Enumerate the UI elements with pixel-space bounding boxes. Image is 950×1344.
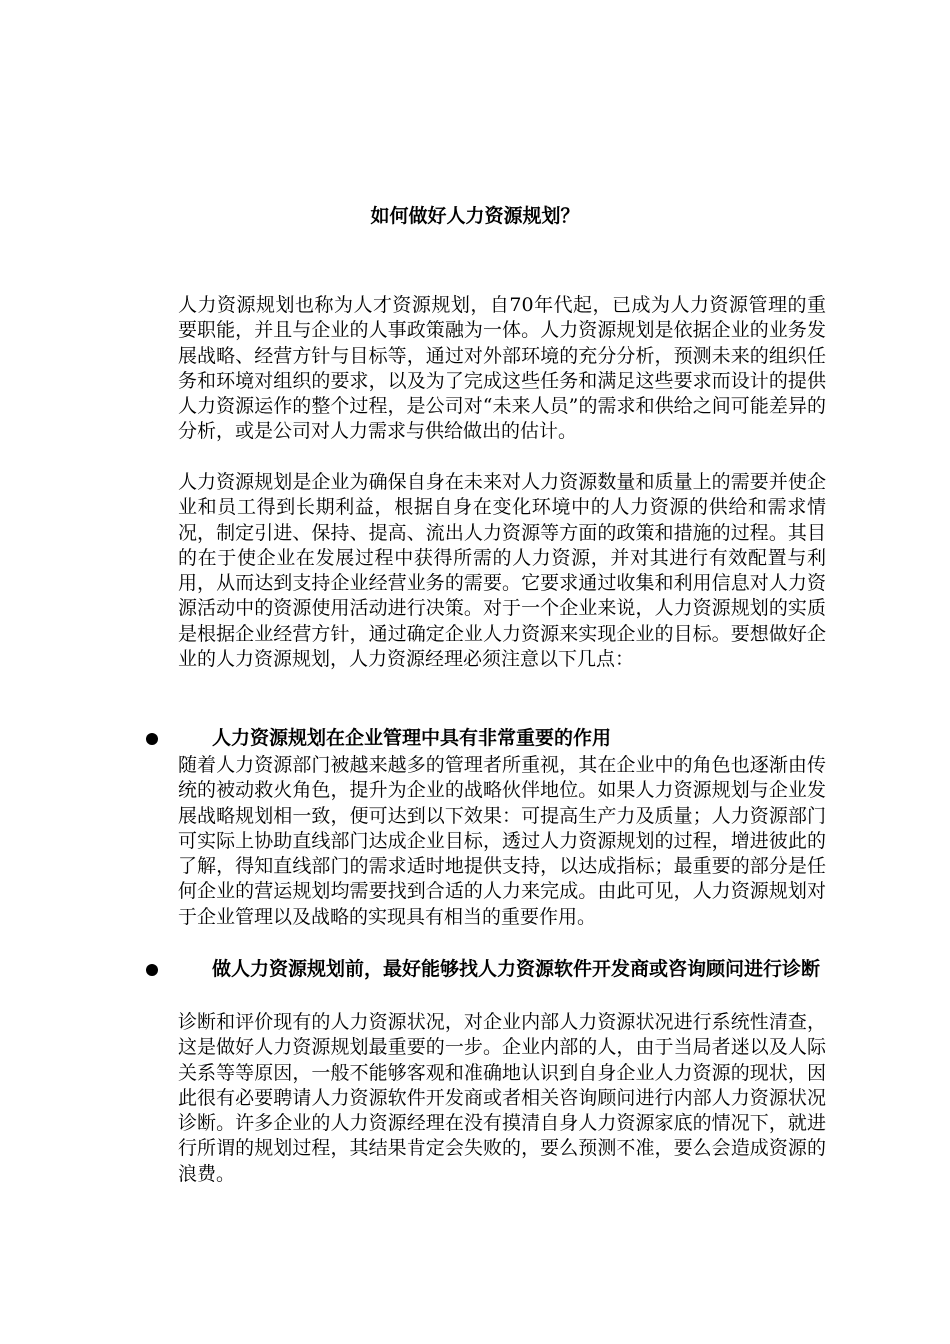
document-title: 如何做好人力资源规划？ xyxy=(370,205,580,227)
section-heading-1 xyxy=(146,726,826,752)
section-heading-2 xyxy=(146,957,826,983)
intro-paragraph-1: 人力资源规划也称为人才资源规划，自70年代起，已成为人力资源管理的重要职能，并且与企业的人事政策融为一体。人力资源规划是依据企业的业务发展战略、经营方针与目标等，通过对外部环境的充分分析，预测未来的组织任务和环境对组织的要求，以及为了完成这些任务和满足这些要求而设计的提供人力资源运作的整个过程，是公司对“未来人员”的需求和供给之间可能差异的分析，或是公司对人力需求与供给做出的估计。 xyxy=(178,294,826,443)
bullet-dot-icon xyxy=(146,733,158,745)
intro-paragraph-2: 人力资源规划是企业为确保自身在未来对人力资源数量和质量上的需要并使企业和员工得到长期利益，根据自身在变化环境中的人力资源的供给和需求情况，制定引进、保持、提高、流出人力资源等方面的政策和措施的过程。其目的在于使企业在发展过程中获得所需的人力资源，并对其进行有效配置与利用，从而达到支持企业经营业务的需要。它要求通过收集和利用信息对人力资源活动中的资源使用活动进行决策。对于一个企业来说，人力资源规划的实质是根据企业经营方针，通过确定企业人力资源来实现企业的目标。要想做好企业的人力资源规划，人力资源经理必须注意以下几点： xyxy=(178,471,826,671)
section-body-1: 随着人力资源部门被越来越多的管理者所重视，其在企业中的角色也逐渐由传统的被动救火角色，提升为企业的战略伙伴地位。如果人力资源规划与企业发展战略规划相一致，便可达到以下效果：可提高生产力及质量；人力资源部门可实际上协助直线部门达成企业目标，透过人力资源规划的过程，增进彼此的了解，得知直线部门的需求适时地提供支持，以达成指标；最重要的部分是任何企业的营运规划均需要找到合适的人力来完成。由此可见，人力资源规划对于企业管理以及战略的实现具有相当的重要作用。 xyxy=(178,754,826,928)
section-heading-text: 人力资源规划在企业管理中具有非常重要的作用 xyxy=(212,727,612,749)
section-body-2: 诊断和评价现有的人力资源状况，对企业内部人力资源状况进行系统性清查，这是做好人力资源规划最重要的一步。企业内部的人，由于当局者迷以及人际关系等等原因，一般不能够客观和准确地认识到自身企业人力资源的现状，因此很有必要聘请人力资源软件开发商或者相关咨询顾问进行内部人力资源状况诊断。许多企业的人力资源经理在没有摸清自身人力资源家底的情况下，就进行所谓的规划过程，其结果肯定会失败的，要么预测不准，要么会造成资源的浪费。 xyxy=(178,1011,826,1185)
section-heading-text: 做人力资源规划前，最好能够找人力资源软件开发商或咨询顾问进行诊断 xyxy=(212,958,821,980)
bullet-dot-icon xyxy=(146,964,158,976)
